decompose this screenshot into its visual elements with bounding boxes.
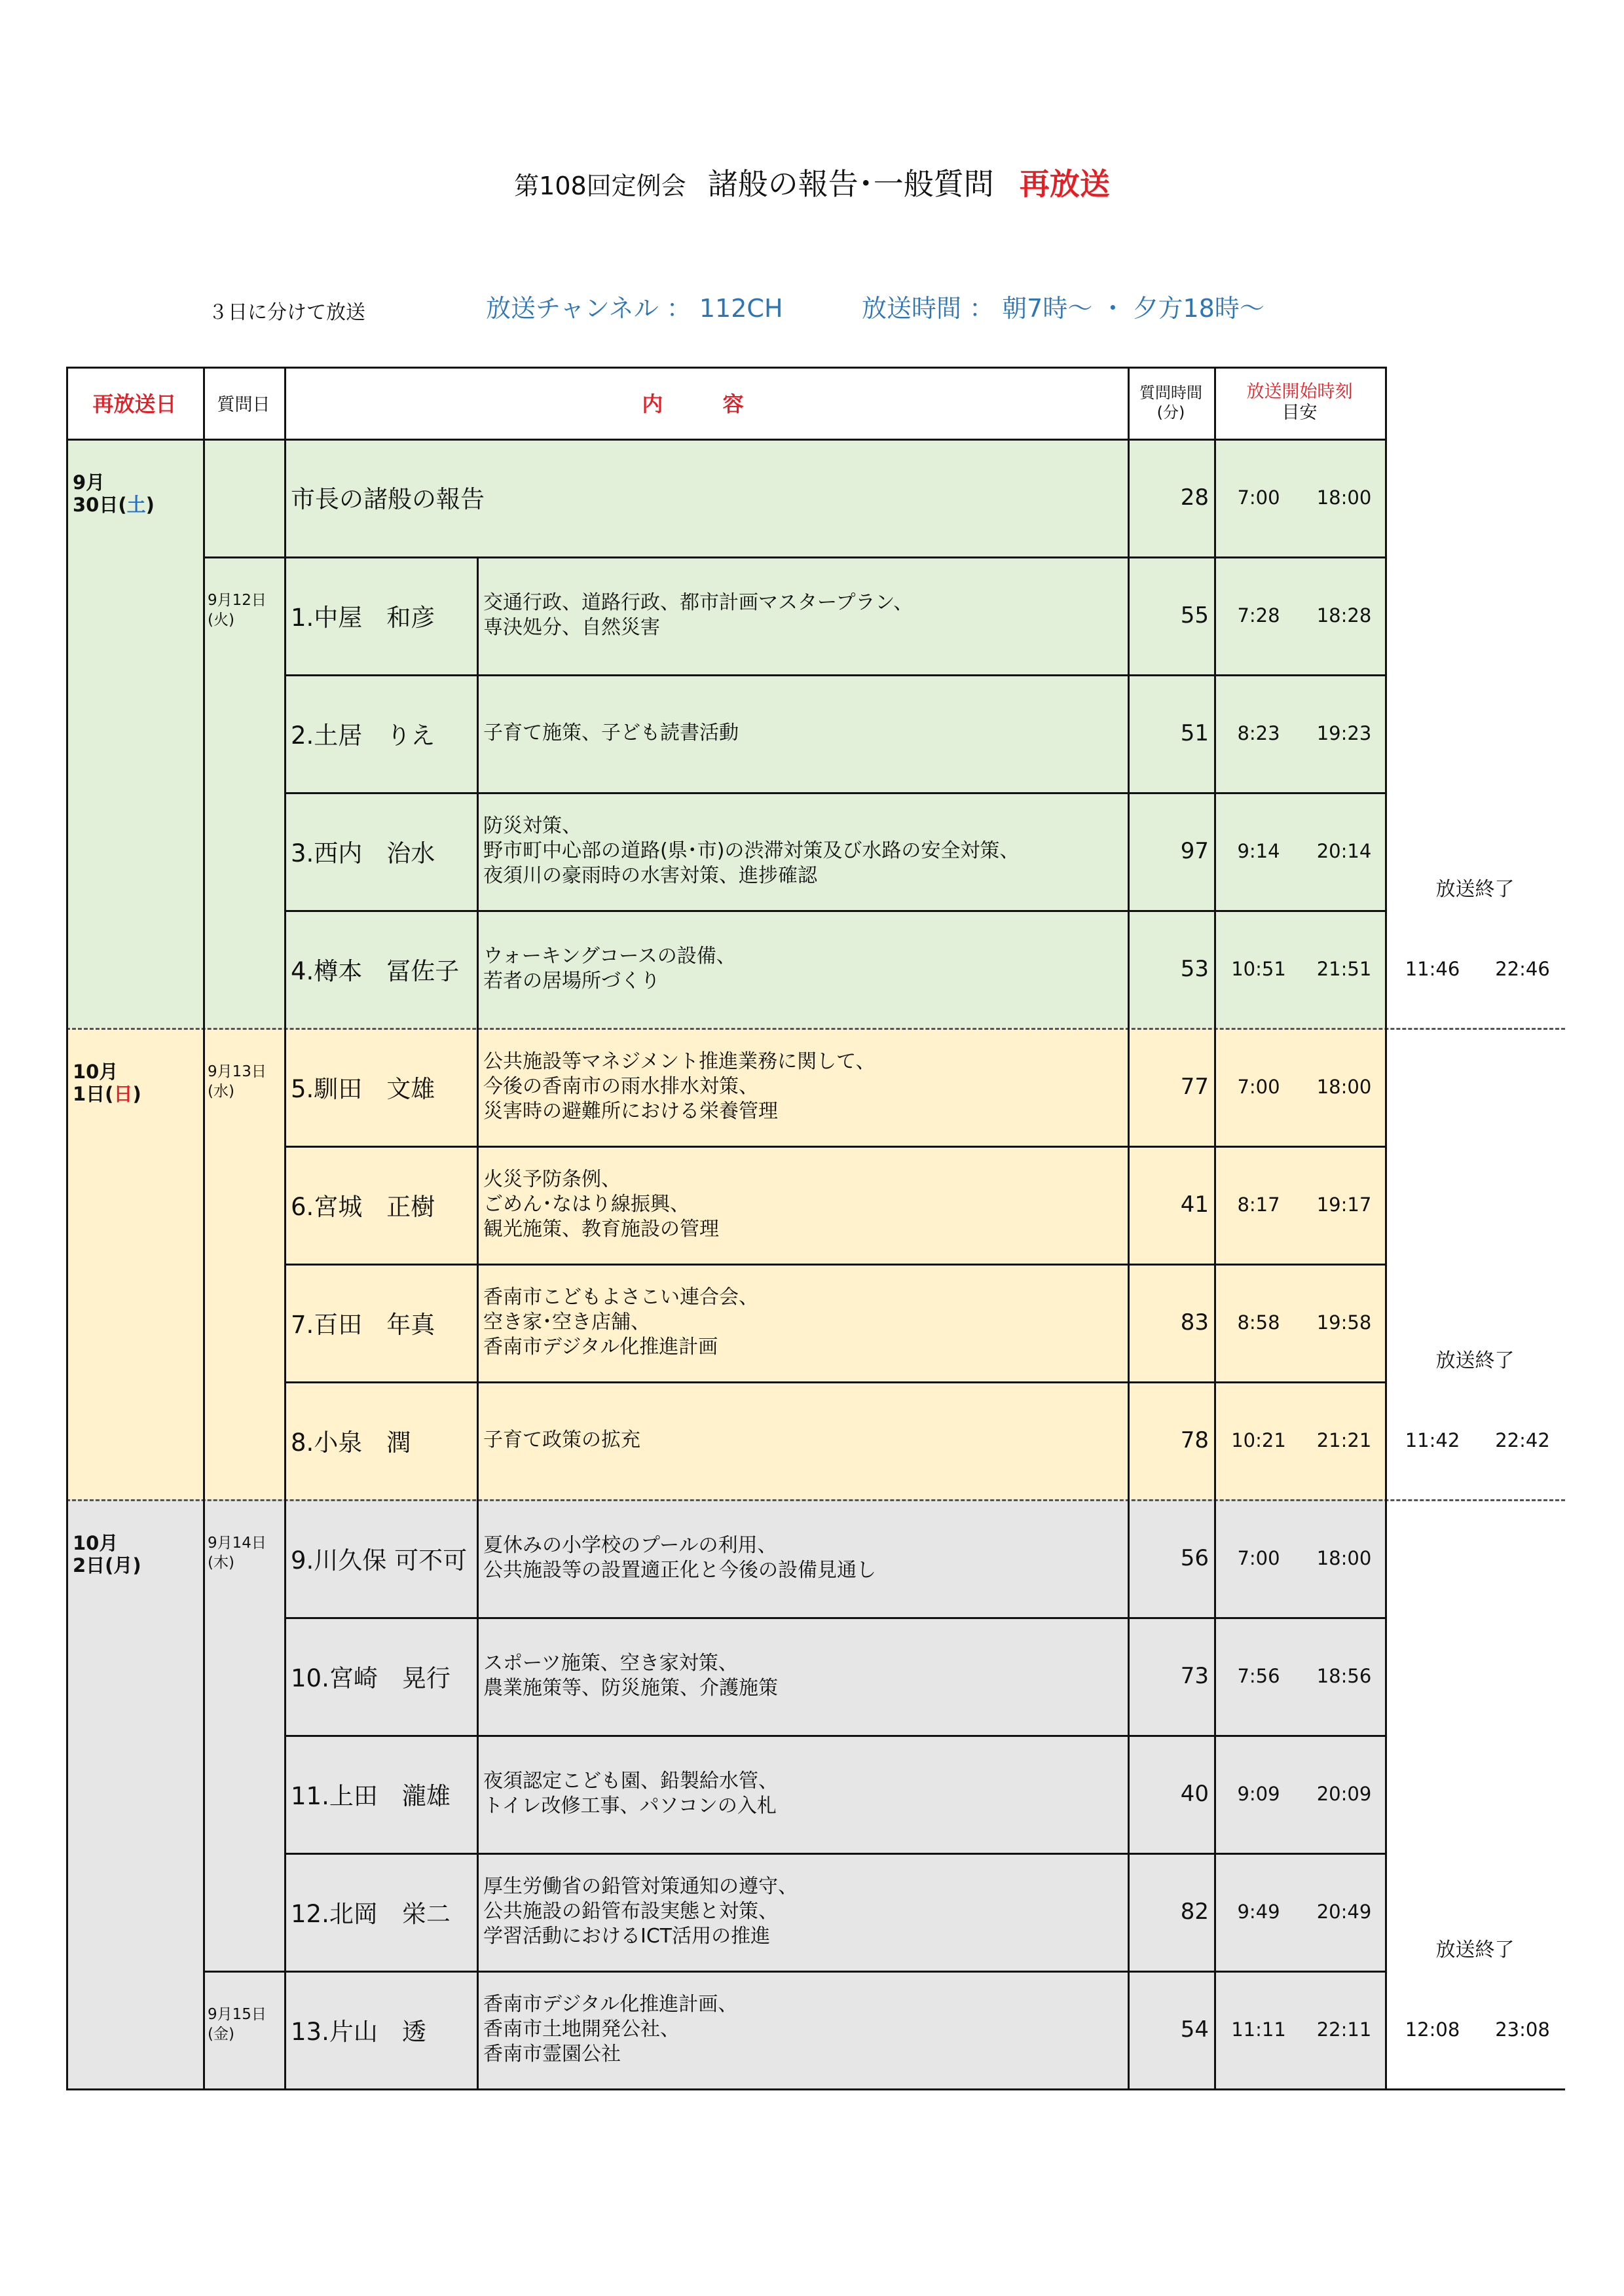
question-topics: スポーツ施策、空き家対策、 農業施策等、防災施策、介護施策 — [483, 1652, 778, 1700]
broadcast-end-label: 放送終了 — [1435, 878, 1515, 901]
duration-value: 77 — [1180, 1074, 1209, 1100]
question-topics: 厚生労働省の鉛管対策通知の遵守、 公共施設の鉛管布設実態と対策、 学習活動におけるICT活用の推進 — [483, 1875, 798, 1948]
grid-line-h — [203, 1971, 284, 1973]
question-topics: 子育て政策の拡充 — [483, 1429, 640, 1451]
question-date-weekday: (木) — [208, 1554, 234, 1571]
speaker-name: 3.西内 治水 — [291, 839, 435, 867]
duration-value: 97 — [1180, 838, 1209, 864]
replay-date — [66, 1028, 203, 1499]
speaker-name: 2.土居 りえ — [291, 721, 435, 750]
start-evening: 18:00 — [1316, 486, 1372, 509]
header-start-line2: 目安 — [1282, 403, 1318, 423]
duration-value: 82 — [1180, 1899, 1209, 1925]
question-topics: 交通行政、道路行政、都市計画マスタープラン、 専決処分、自然災害 — [483, 591, 913, 639]
question-date — [203, 556, 284, 1028]
replay-date-weekday: 日 — [113, 1083, 133, 1105]
grid-line-v — [284, 367, 286, 2088]
grid-line-h — [66, 439, 1385, 441]
start-evening: 19:58 — [1316, 1311, 1372, 1334]
header-replay-date: 再放送日 — [92, 392, 177, 416]
start-evening: 19:17 — [1316, 1194, 1372, 1216]
start-morning: 10:51 — [1231, 958, 1286, 980]
broadcast-note: ３日に分けて放送 — [208, 301, 365, 324]
grid-line-h — [284, 1264, 1385, 1266]
replay-date — [66, 439, 203, 1028]
speaker-name: 9.川久保 可不可 — [291, 1546, 468, 1575]
duration-value: 51 — [1180, 720, 1209, 746]
replay-date-day: 2日(月) — [73, 1554, 141, 1576]
header-content: 内 容 — [642, 392, 770, 416]
start-morning: 7:56 — [1237, 1665, 1280, 1687]
end-morning: 11:46 — [1405, 958, 1460, 980]
broadcast-time: 放送時間 ： 朝7時～ ・ 夕方18時～ — [862, 294, 1264, 323]
header-start-line1: 放送開始時刻 — [1246, 382, 1353, 402]
broadcast-channel: 放送チャンネル ： 112CH — [486, 294, 783, 323]
replay-date-month: 10月 — [73, 1061, 119, 1083]
broadcast-end-label: 放送終了 — [1435, 1349, 1515, 1372]
question-topics: 子育て施策、子ども読書活動 — [483, 721, 739, 744]
duration-value: 28 — [1180, 484, 1209, 511]
grid-line-h — [284, 1381, 1385, 1383]
replay-date-month: 10月 — [73, 1532, 119, 1554]
speaker-name: 12.北岡 栄二 — [291, 1900, 451, 1928]
grid-line-v — [203, 367, 205, 2088]
duration-value: 54 — [1180, 2016, 1209, 2043]
end-evening: 22:46 — [1495, 958, 1550, 980]
grid-line-h — [66, 1028, 1565, 1030]
speaker-name: 13.片山 透 — [291, 2018, 426, 2046]
start-evening: 20:14 — [1316, 840, 1372, 862]
start-evening: 18:28 — [1316, 604, 1372, 627]
speaker-name: 5.馴田 文雄 — [291, 1075, 435, 1103]
grid-line-h — [284, 1735, 1385, 1737]
end-evening: 23:08 — [1495, 2018, 1550, 2041]
question-date-day: 9月13日 — [208, 1063, 267, 1080]
start-morning: 7:00 — [1237, 486, 1280, 509]
grid-line-h — [284, 1853, 1385, 1855]
start-morning: 7:00 — [1237, 1547, 1280, 1569]
grid-line-h — [284, 1617, 1385, 1619]
grid-line-h — [66, 1499, 1565, 1501]
duration-value: 78 — [1180, 1427, 1209, 1453]
grid-line-h — [203, 556, 284, 558]
question-date-day: 9月14日 — [208, 1535, 267, 1552]
grid-line-h — [66, 367, 1385, 369]
title-rebroadcast: 再放送 — [1019, 166, 1110, 202]
header-duration — [1128, 367, 1214, 439]
page-title — [0, 160, 1624, 204]
grid-line-h — [284, 910, 1385, 912]
speaker-name: 8.小泉 潤 — [291, 1429, 411, 1457]
speaker-name: 11.上田 瀧雄 — [291, 1782, 451, 1810]
start-morning: 8:23 — [1237, 722, 1280, 744]
question-topics: 香南市デジタル化推進計画、 香南市土地開発公社、 香南市霊園公社 — [483, 1993, 738, 2066]
duration-value: 55 — [1180, 602, 1209, 629]
replay-date — [66, 1499, 203, 2088]
question-date-day: 9月12日 — [208, 592, 267, 609]
title-subject: 諸般の報告･一般質問 — [707, 166, 994, 202]
start-evening: 18:56 — [1316, 1665, 1372, 1687]
start-evening: 22:11 — [1316, 2018, 1372, 2041]
replay-date-weekday: 土 — [126, 494, 146, 516]
question-date — [203, 1499, 284, 1971]
question-topics: 夏休みの小学校のプールの利用、 公共施設等の設置適正化と今後の設備見通し — [483, 1534, 876, 1582]
speaker-name: 6.宮城 正樹 — [291, 1193, 435, 1221]
mayor-report-label: 市長の諸般の報告 — [291, 485, 485, 513]
duration-value: 73 — [1180, 1663, 1209, 1689]
grid-line-h — [284, 674, 1385, 676]
start-evening: 19:23 — [1316, 722, 1372, 744]
start-evening: 18:00 — [1316, 1547, 1372, 1569]
start-evening: 21:51 — [1316, 958, 1372, 980]
speaker-name: 7.百田 年真 — [291, 1311, 435, 1339]
question-topics: ウォーキングコースの設備、 若者の居場所づくり — [483, 945, 736, 993]
replay-date-day: 1日(日) — [73, 1083, 141, 1105]
start-morning: 9:09 — [1237, 1783, 1280, 1805]
grid-line-h — [284, 1971, 1385, 1973]
grid-line-v — [1214, 367, 1216, 2088]
question-topics: 火災予防条例、 ごめん･なはり線振興、 観光施策、教育施設の管理 — [483, 1168, 719, 1241]
header-start-time — [1214, 367, 1385, 439]
duration-value: 41 — [1180, 1192, 1209, 1218]
broadcast-end-label: 放送終了 — [1435, 1939, 1515, 1961]
grid-line-h — [284, 556, 1385, 558]
grid-line-v — [477, 556, 479, 2088]
question-date-weekday: (火) — [208, 611, 234, 629]
grid-line-v — [1385, 367, 1387, 2088]
start-morning: 10:21 — [1231, 1429, 1286, 1451]
start-morning: 11:11 — [1231, 2018, 1286, 2041]
end-morning: 12:08 — [1405, 2018, 1460, 2041]
start-morning: 9:49 — [1237, 1901, 1280, 1923]
question-date-weekday: (水) — [208, 1083, 234, 1100]
question-topics: 防災対策、 野市町中心部の道路(県･市)の渋滞対策及び水路の安全対策、 夜須川の豪雨時の水害対策、進捗確認 — [483, 814, 1020, 887]
question-topics: 香南市こどもよさこい連合会、 空き家･空き店舗、 香南市デジタル化推進計画 — [483, 1286, 758, 1358]
grid-line-h — [284, 792, 1385, 794]
start-evening: 21:21 — [1316, 1429, 1372, 1451]
question-date — [203, 1028, 284, 1499]
grid-line-h — [284, 1146, 1385, 1148]
duration-value: 40 — [1180, 1781, 1209, 1807]
end-morning: 11:42 — [1405, 1429, 1460, 1451]
header-duration-line2: (分) — [1156, 403, 1185, 422]
duration-value: 83 — [1180, 1309, 1209, 1336]
question-date-weekday: (金) — [208, 2026, 234, 2043]
start-morning: 8:58 — [1237, 1311, 1280, 1334]
duration-value: 53 — [1180, 956, 1209, 982]
speaker-name: 1.中屋 和彦 — [291, 604, 435, 632]
start-evening: 18:00 — [1316, 1076, 1372, 1098]
start-evening: 20:09 — [1316, 1783, 1372, 1805]
question-date — [203, 1971, 284, 2088]
title-session: 第108回定例会 — [514, 172, 686, 200]
speaker-name: 4.樽本 冨佐子 — [291, 957, 460, 985]
question-topics: 夜須認定こども園、鉛製給水管、 トイレ改修工事、パソコンの入札 — [483, 1770, 778, 1817]
replay-date-day: 30日(土) — [73, 494, 155, 516]
start-morning: 7:28 — [1237, 604, 1280, 627]
header-question-date: 質問日 — [217, 394, 270, 415]
grid-line-h — [66, 2088, 1565, 2090]
replay-date-month: 9月 — [73, 471, 105, 494]
duration-value: 56 — [1180, 1545, 1209, 1571]
end-evening: 22:42 — [1495, 1429, 1550, 1451]
grid-line-v — [66, 367, 68, 2088]
header-duration-line1: 質問時間 — [1139, 384, 1202, 402]
question-date-day: 9月15日 — [208, 2006, 267, 2023]
grid-line-v — [1128, 367, 1130, 2088]
question-topics: 公共施設等マネジメント推進業務に関して、 今後の香南市の雨水排水対策、 災害時の避難所における栄養管理 — [483, 1050, 876, 1123]
start-evening: 20:49 — [1316, 1901, 1372, 1923]
start-morning: 7:00 — [1237, 1076, 1280, 1098]
speaker-name: 10.宮崎 晃行 — [291, 1664, 451, 1692]
start-morning: 8:17 — [1237, 1194, 1280, 1216]
start-morning: 9:14 — [1237, 840, 1280, 862]
